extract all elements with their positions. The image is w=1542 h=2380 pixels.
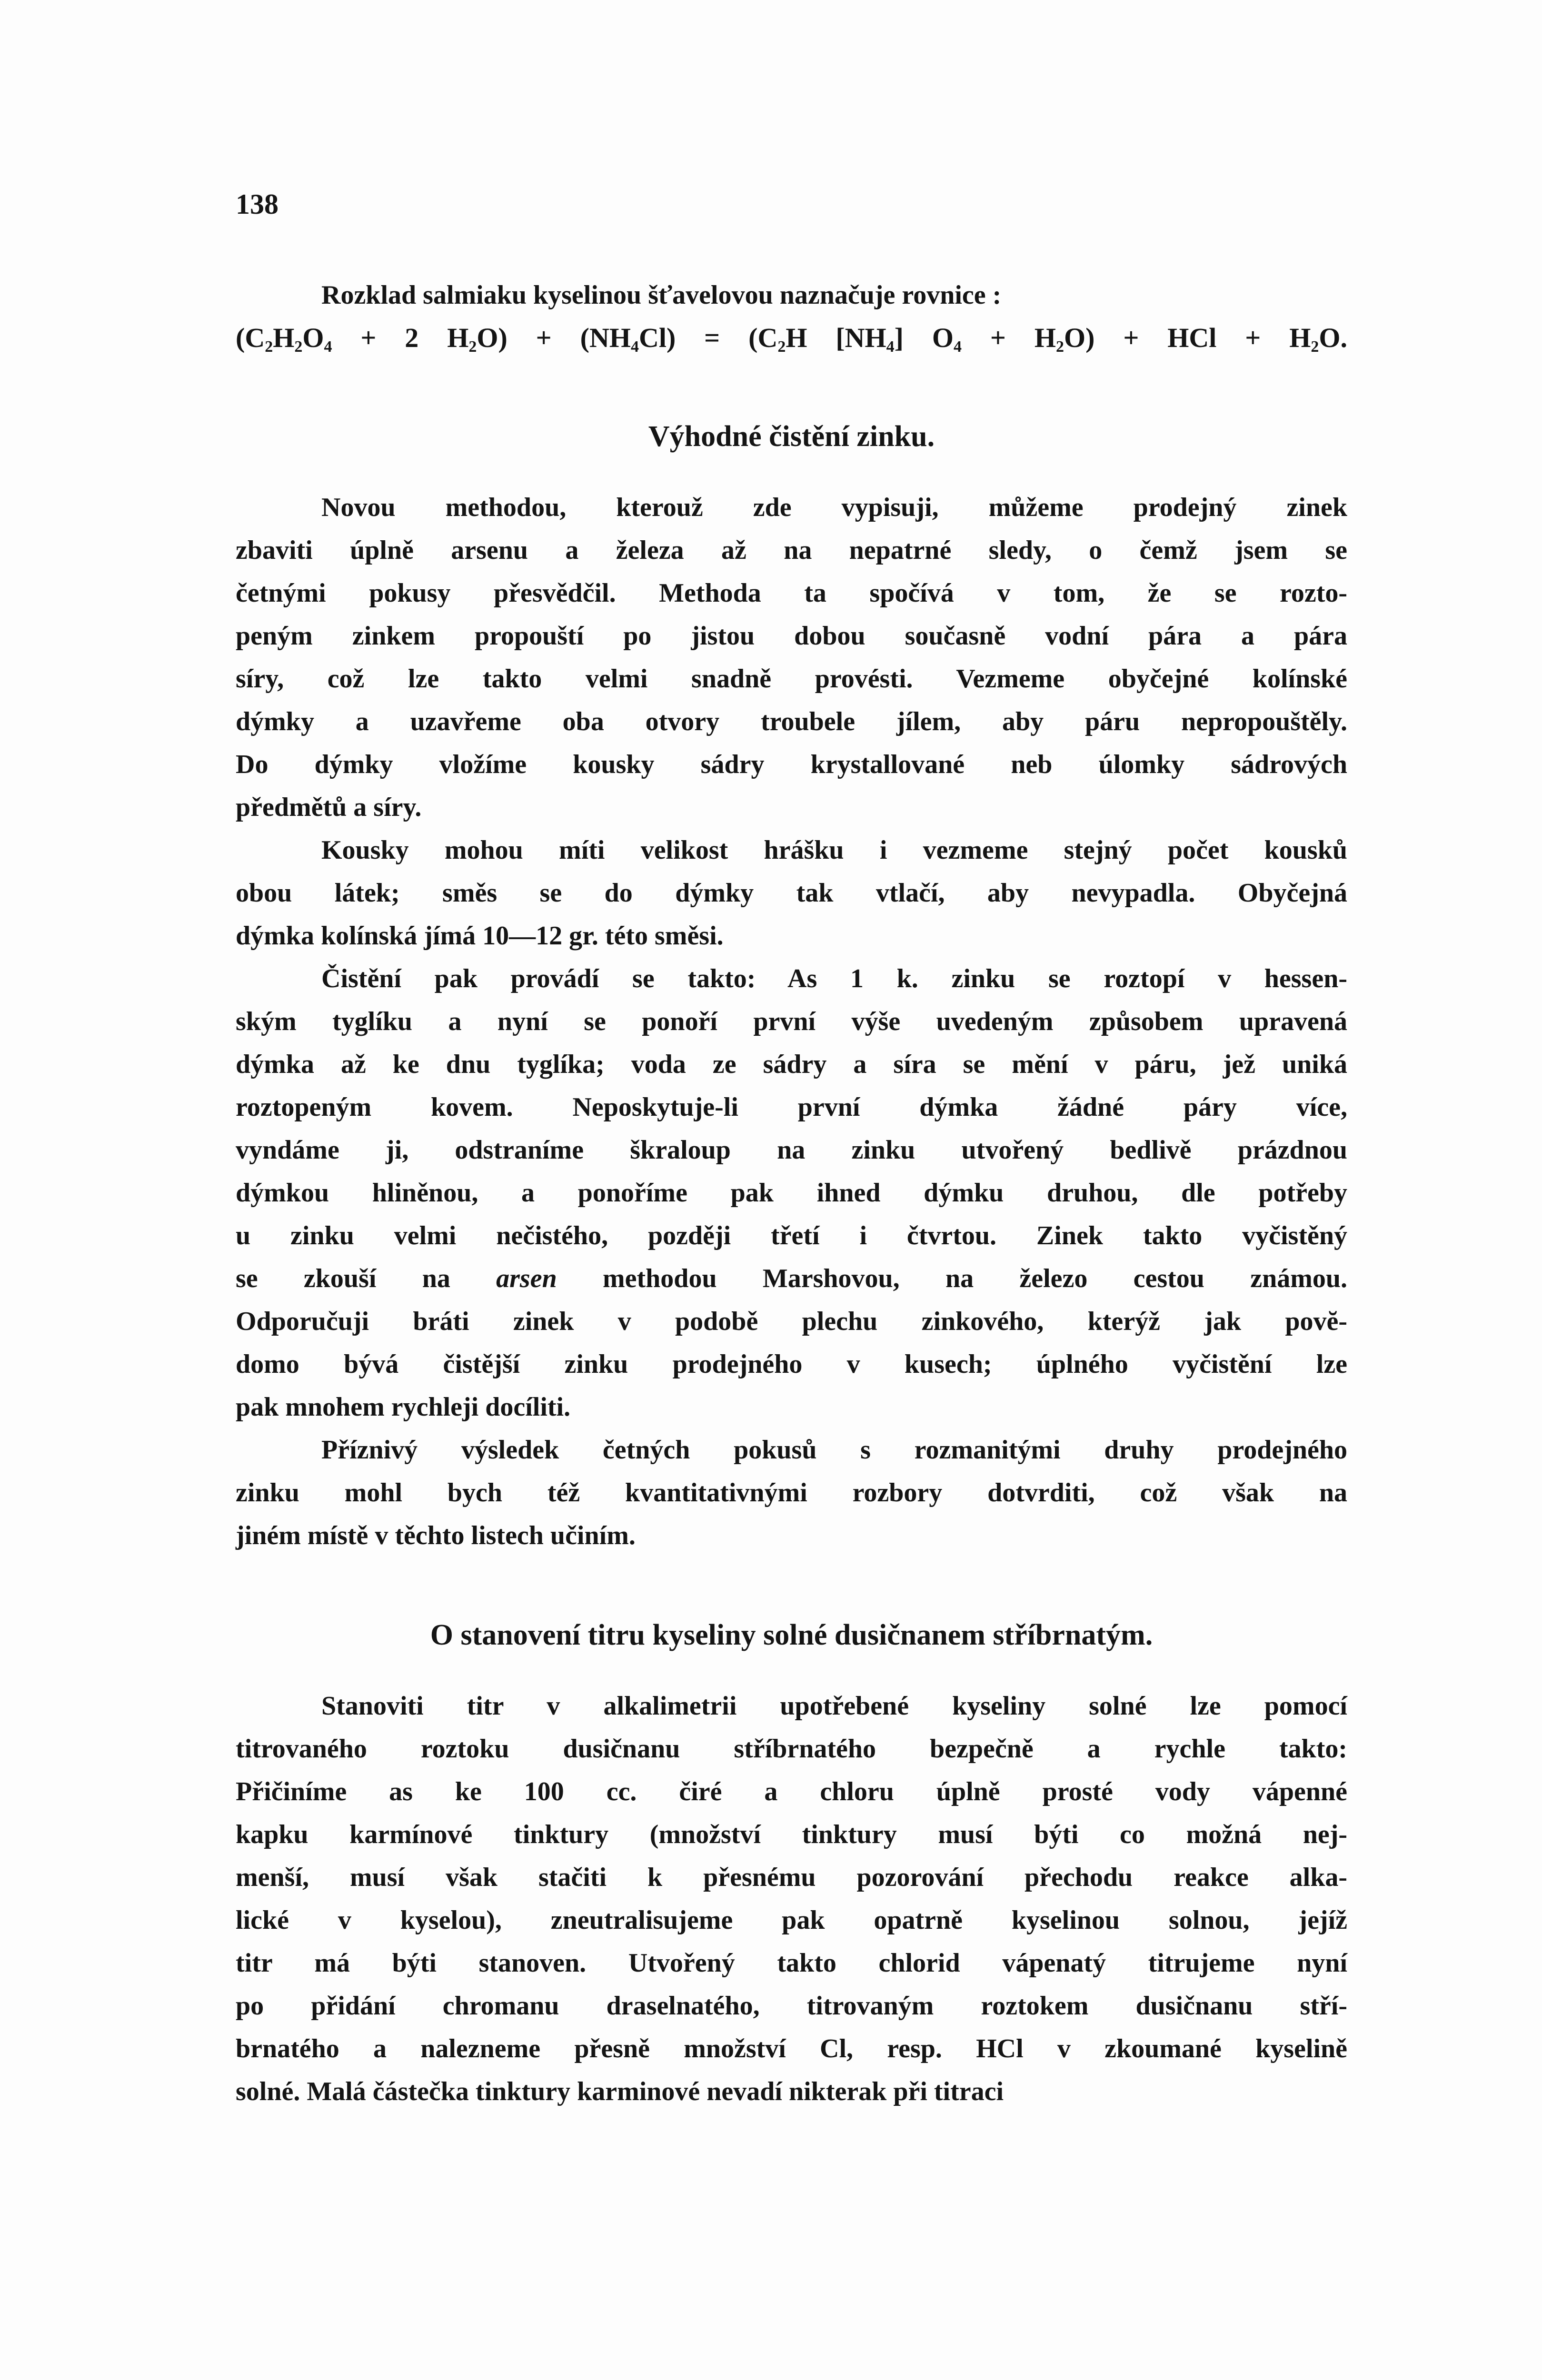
titr-paragraph-1-line: solné. Malá částečka tinktury karminové nevadí nikterak při titraci: [236, 2077, 1004, 2106]
formula-part: Cl) = (C: [638, 322, 778, 353]
text-run: methodou Marshovou, na železo cestou známou.: [557, 1264, 1348, 1293]
formula-part: H [NH: [786, 322, 886, 353]
formula-part: (C: [236, 322, 265, 353]
zinc-paragraph-1-line: peným zinkem propouští po jistou dobou současně vodní pára a pára: [236, 621, 1347, 651]
subscript: 4: [886, 338, 895, 356]
intro-line: Rozklad salmiaku kyselinou šťavelovou naznačuje rovnice :: [321, 280, 1002, 310]
zinc-paragraph-3-line: vyndáme ji, odstraníme škraloup na zinku utvořený bedlivě prázdnou: [236, 1135, 1347, 1165]
subscript: 2: [1056, 338, 1064, 356]
subscript: 2: [294, 338, 303, 356]
zinc-paragraph-2-line: Kousky mohou míti velikost hrášku i vezmeme stejný počet kousků: [321, 835, 1347, 865]
zinc-paragraph-3-line: domo bývá čistější zinku prodejného v kusech; úplného vyčistění lze: [236, 1349, 1347, 1379]
section-heading-zinc: Výhodné čistění zinku.: [648, 420, 935, 453]
zinc-paragraph-1-line: četnými pokusy přesvědčil. Methoda ta spočívá v tom, že se rozto-: [236, 578, 1347, 608]
section-zinc-body: [236, 486, 1347, 1557]
zinc-paragraph-3-line: Odporučuji bráti zinek v podobě plechu zinkového, kterýž jak povĕ-: [236, 1307, 1347, 1336]
zinc-paragraph-1-line: síry, což lze takto velmi snadně provésti. Vezmeme obyčejné kolínské: [236, 664, 1347, 694]
intro-block: [236, 274, 1347, 359]
titr-paragraph-1-line: menší, musí však stačiti k přesnému pozorování přechodu reakce alka-: [236, 1863, 1347, 1892]
subscript: 2: [265, 338, 273, 356]
formula-part: O) + HCl + H: [1064, 322, 1311, 353]
zinc-paragraph-3-line: pak mnohem rychleji docíliti.: [236, 1392, 571, 1422]
italic-term: arsen: [496, 1264, 557, 1293]
zinc-paragraph-4-line: jiném místě v těchto listech učiním.: [236, 1521, 636, 1550]
zinc-paragraph-3-line: u zinku velmi nečistého, později třetí i čtvrtou. Zinek takto vyčistěný: [236, 1221, 1347, 1250]
titr-paragraph-1-line: titr má býti stanoven. Utvořený takto chlorid vápenatý titrujeme nyní: [236, 1948, 1347, 1978]
subscript: 2: [1311, 338, 1319, 356]
subscript: 4: [630, 338, 639, 356]
zinc-paragraph-4-line: zinku mohl bych též kvantitativnými rozbory dotvrditi, což však na: [236, 1478, 1347, 1507]
zinc-paragraph-3-line: ským tyglíku a nyní se ponoří první výše uvedeným způsobem upravená: [236, 1007, 1347, 1036]
text-run: se zkouší na: [236, 1264, 497, 1293]
formula-part: ] O: [894, 322, 954, 353]
titr-paragraph-1-line: lické v kyselou), zneutralisujeme pak opatrně kyselinou solnou, jejíž: [236, 1905, 1347, 1935]
titr-paragraph-1-line: Stanoviti titr v alkalimetrii upotřebené kyseliny solné lze pomocí: [321, 1691, 1347, 1721]
subscript: 2: [468, 338, 477, 356]
formula-part: + 2 H: [332, 322, 469, 353]
zinc-paragraph-1-line: dýmky a uzavřeme oba otvory troubele jílem, aby páru nepropouštěly.: [236, 707, 1347, 736]
zinc-paragraph-1-line: Do dýmky vložíme kousky sádry krystallované neb úlomky sádrových: [236, 750, 1347, 779]
zinc-paragraph-3-line: dýmkou hliněnou, a ponoříme pak ihned dýmku druhou, dle potřeby: [236, 1178, 1347, 1208]
subscript: 4: [954, 338, 962, 356]
zinc-paragraph-4-line: Příznivý výsledek četných pokusů s rozmanitými druhy prodejného: [321, 1435, 1347, 1465]
formula-part: O: [302, 322, 324, 353]
formula-part: + H: [962, 322, 1056, 353]
zinc-paragraph-3-line: dýmka až ke dnu tyglíka; voda ze sádry a síra se mění v páru, jež uniká: [236, 1050, 1347, 1079]
section-heading-titr: O stanovení titru kyseliny solné dusičnanem stříbrnatým.: [430, 1619, 1153, 1651]
formula-part: O.: [1319, 322, 1347, 353]
page-number: 138: [236, 188, 279, 220]
zinc-paragraph-3-line: roztopeným kovem. Neposkytuje-li první dýmka žádné páry více,: [236, 1092, 1347, 1122]
zinc-paragraph-3-line: [236, 1257, 1347, 1300]
subscript: 4: [324, 338, 332, 356]
chemical-equation: [236, 317, 1347, 359]
subscript: 2: [777, 338, 786, 356]
zinc-paragraph-3-line: Čistění pak provádí se takto: As 1 k. zinku se roztopí v hessen-: [321, 964, 1347, 993]
zinc-paragraph-1-line: předmětů a síry.: [236, 793, 422, 822]
titr-paragraph-1-line: kapku karmínové tinktury (množství tinktury musí býti co možná nej-: [236, 1820, 1347, 1849]
formula-part: H: [273, 322, 295, 353]
zinc-paragraph-2-line: dýmka kolínská jímá 10—12 gr. této směsi.: [236, 921, 724, 951]
zinc-paragraph-1-line: zbaviti úplně arsenu a železa až na nepatrné sledy, o čemž jsem se: [236, 536, 1347, 565]
zinc-paragraph-1-line: Novou methodou, kterouž zde vypisuji, můžeme prodejný zinek: [321, 493, 1347, 522]
titr-paragraph-1-line: titrovaného roztoku dusičnanu stříbrnatého bezpečně a rychle takto:: [236, 1734, 1347, 1764]
section-titr-body: [236, 1685, 1347, 2113]
titr-paragraph-1-line: Přičiníme as ke 100 cc. čiré a chloru úplně prosté vody vápenné: [236, 1777, 1347, 1806]
zinc-paragraph-2-line: obou látek; směs se do dýmky tak vtlačí, aby nevypadla. Obyčejná: [236, 878, 1347, 908]
formula-part: O) + (NH: [477, 322, 631, 353]
titr-paragraph-1-line: po přidání chromanu draselnatého, titrovaným roztokem dusičnanu stří-: [236, 1991, 1347, 2021]
titr-paragraph-1-line: brnatého a nalezneme přesně množství Cl, resp. HCl v zkoumané kyselině: [236, 2034, 1347, 2063]
